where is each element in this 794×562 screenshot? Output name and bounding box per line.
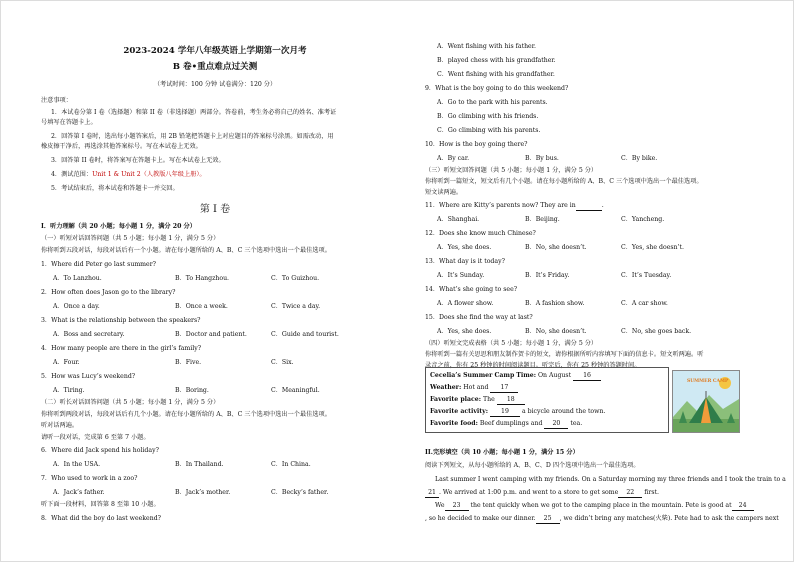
passage-line-2 [425,489,659,498]
card-text-food-tail: tea. [568,420,583,427]
answer-blank-11 [576,202,602,211]
q8-option-b: B．played chess with his grandfather. [437,57,556,64]
section-heading: 第 I 卷 [199,204,231,215]
exam-subtitle: B 卷•重点难点过关测 [172,62,258,72]
part2-heading: II.完形填空（共 10 小题；每小题 1 分，满分 15 分） [425,449,579,456]
q15-option-a: A．Yes, she does. [437,328,492,335]
note-1b: 号填写在答题卡上。 [41,119,97,126]
passage-line-3-pre: We [435,502,445,509]
sub2-instruction: 你将听到两段对话，每段对话后有几个小题。请在每小题所给的 A、B、C 三个选项中选出一个最佳选项。 [41,411,331,418]
sub3-instruction-2: 短文读两遍。 [425,189,463,196]
question-3: 3．What is the relationship between the speakers? [41,317,201,324]
q4-option-b: B．Five. [175,359,202,366]
question-8: 8．What did the boy do last weekend? [41,515,161,522]
q12-option-b: B．No, she doesn’t. [525,244,587,251]
q11-option-a: A．Shanghai. [437,216,480,223]
q12-option-c: C．Yes, she doesn’t. [621,244,684,251]
q3-option-c: C．Guide and tourist. [271,331,339,338]
illustration-caption: SUMMER CAMP [687,379,729,384]
q9-option-c: C．Go climbing with his parents. [437,127,541,134]
listen-instruction-2: 听下面一段材料，回答第 8 至第 10 小题。 [41,501,160,508]
passage-line-4 [425,515,779,524]
part2-instruction: 阅读下列短文，从每小题所给的 A、B、C、D 四个选项中选出一个最佳选项。 [425,462,640,469]
q15-option-b: B．No, she doesn’t. [525,328,587,335]
q6-option-a: A．In the USA. [53,461,101,468]
q6-option-c: C．In China. [271,461,311,468]
info-card [425,367,729,433]
answer-blank-16: 16 [573,372,601,381]
sub3-instruction: 你将听到一篇短文，短文后有几个小题。请在每小题所给的 A、B、C 三个选项中选出一个最佳选项。 [425,178,703,185]
note-2: 2．回答第 I 卷时，选出每小题答案后，用 2B 铅笔把答题卡上对应题目的答案标号涂黑。如需改动，用 [51,133,334,140]
q7-option-c: C．Becky’s father. [271,489,329,496]
q13-option-b: B．It’s Friday. [525,272,570,279]
passage-line-3-text: the tent quickly when we got to the camping place in the mountain. Pete is good at [468,502,732,509]
q8-option-c: C．Went fishing with his grandfather. [437,71,555,78]
exam-info: （考试时间：100 分钟 试卷满分：120 分） [153,81,277,88]
q3-option-a: A．Boss and secretary. [53,331,125,338]
q1-option-b: B．To Hangzhou. [175,275,230,282]
answer-blank-22: 22 [618,489,642,498]
q9-option-b: B．Go climbing with his friends. [437,113,539,120]
question-5: 5．How was Lucy’s weekend? [41,373,136,380]
q1-option-c: C．To Guizhou. [271,275,320,282]
q2-option-a: A．Once a day. [53,303,100,310]
question-14: 14．What’s she going to see? [425,286,518,293]
card-label-food: Favorite food: [430,420,478,427]
note-4-range: Unit 1 & Unit 2（人教版八年级上册）。 [92,171,206,178]
answer-blank-23: 23 [445,502,469,511]
question-2: 2．How often does Jason go to the library? [41,289,176,296]
card-line-food [430,420,582,429]
card-text-time: On August [536,372,572,379]
q14-option-a: A．A flower show. [437,300,494,307]
passage-line-3 [435,502,754,511]
note-3: 3．回答第 II 卷时，将答案写在答题卡上。写在本试卷上无效。 [51,157,225,164]
card-line-time [430,372,601,381]
note-5: 5．考试结束后，将本试卷和答题卡一并交回。 [51,185,179,192]
answer-blank-19: 19 [490,408,520,417]
answer-blank-24: 24 [732,502,754,511]
camping-illustration [672,370,740,433]
passage-line-4-tail: , we didn’t bring any matches(火柴). Pete had to ask the campers next [559,515,779,522]
q10-option-b: B．By bus. [525,155,559,162]
part1-heading: I．听力理解（共 20 小题；每小题 1 分，满分 20 分） [41,223,196,230]
q7-option-b: B．Jack’s mother. [175,489,231,496]
card-label-place: Favorite place: [430,396,482,403]
q7-option-a: A．Jack’s father. [53,489,105,496]
question-6: 6．Where did Jack spend his holiday? [41,447,159,454]
card-label-camp: Cecelia’s Summer Camp [430,372,515,379]
card-label-time: Time: [516,372,536,379]
q4-option-c: C．Six. [271,359,294,366]
sub4-heading: （四）听短文完成表格（共 5 小题；每小题 1 分，满分 5 分） [425,340,598,347]
q2-option-c: C．Twice a day. [271,303,321,310]
card-text-weather: Hot and [461,384,489,391]
note-4-prefix: 4．测试范围： [51,171,93,178]
card-label-weather: Weather: [430,384,462,391]
card-label-activity: Favorite activity: [430,408,489,415]
q5-option-a: A．Tiring. [53,387,85,394]
card-text-place: The [481,396,495,403]
sub1-heading: （一）听短对话回答问题（共 5 小题；每小题 1 分，满分 5 分） [41,235,220,242]
passage-line-2-tail: first. [642,489,659,496]
note-2b: 橡皮擦干净后，再选涂其他答案标号。写在本试卷上无效。 [41,143,202,150]
question-4: 4．How many people are there in the girl’s family? [41,345,202,352]
question-11-text: 11．Where are Kitty’s parents now? They are in [425,202,576,209]
exam-title: 2023-2024 学年八年级英语上学期第一次月考 [123,46,307,56]
q11-option-b: B．Beijing. [525,216,560,223]
q8-option-a: A．Went fishing with his father. [437,43,536,50]
answer-blank-17: 17 [490,384,518,393]
listen-instruction-1: 请听一段对话，完成第 6 至第 7 小题。 [41,434,150,441]
sub4-instruction-2: 录音之前，你有 25 秒钟的时间阅读题目。听完后，你有 25 秒钟的答题时间。 [425,362,641,369]
note-1: 1．本试卷分第 I 卷（选择题）和第 II 卷（非选择题）两部分。答卷前，考生务必将自己的姓名、准考证 [51,109,337,116]
passage-line-1: Last summer I went camping with my friends. On a Saturday morning my three friends and I took the train to a [435,476,786,483]
q3-option-b: B．Doctor and patient. [175,331,247,338]
question-15: 15．Does she find the way at last? [425,314,533,321]
question-7: 7．Who used to work in a zoo? [41,475,138,482]
passage-line-2-text: . We arrived at 1:00 p.m. and went to a store to get some [439,489,619,496]
q10-option-c: C．By bike. [621,155,658,162]
question-11: 11．Where are Kitty’s parents now? They are in . [425,202,604,209]
sub1-instruction: 你将听到五段对话，每段对话后有一个小题。请在每小题所给的 A、B、C 三个选项中选出一个最佳选项。 [41,247,331,254]
question-13: 13．What day is it today? [425,258,505,265]
q9-option-a: A．Go to the park with his parents. [437,99,548,106]
q5-option-c: C．Meaningful. [271,387,320,394]
sub2-heading: （二）听长对话回答问题（共 5 小题；每小题 1 分，满分 5 分） [41,399,220,406]
q15-option-c: C．No, she goes back. [621,328,692,335]
answer-blank-20: 20 [544,420,568,429]
q2-option-b: B．Once a week. [175,303,228,310]
q11-option-c: C．Yancheng. [621,216,665,223]
q1-option-a: A．To Lanzhou. [53,275,102,282]
q4-option-a: A．Four. [53,359,80,366]
card-line-activity [430,408,605,417]
q14-option-c: C．A car show. [621,300,668,307]
q13-option-c: C．It’s Tuesday. [621,272,672,279]
card-text-activity: a bicycle around the town. [519,408,606,415]
q14-option-b: B．A fashion show. [525,300,585,307]
card-line-weather [430,384,518,393]
question-12: 12．Does she know much Chinese? [425,230,536,237]
sub2-instruction-2: 听对话两遍。 [41,422,79,429]
question-1: 1．Where did Peter go last summer? [41,261,156,268]
question-10: 10．How is the boy going there? [425,141,528,148]
answer-blank-21: 21 [425,489,439,498]
q12-option-a: A．Yes, she does. [437,244,492,251]
sub4-instruction: 你将听到一篇有关思思和朋友制作贺卡的短文，请你根据所听内容填写下面的信息卡。短文听两遍。听 [425,351,704,358]
answer-blank-18: 18 [497,396,525,405]
q10-option-a: A．By car. [437,155,470,162]
card-text-food: Beef dumplings and [477,420,543,427]
question-9: 9．What is the boy going to do this weekend? [425,85,569,92]
sub3-heading: （三）听短文回答问题（共 5 小题；每小题 1 分，满分 5 分） [425,167,598,174]
passage-line-4-text: , so he decided to make our dinner. [425,515,536,522]
q5-option-b: B．Boring. [175,387,209,394]
answer-blank-25: 25 [536,515,560,524]
notes-label: 注意事项： [41,97,72,104]
q6-option-b: B．In Thailand. [175,461,224,468]
card-line-place [430,396,525,405]
note-4 [51,171,206,179]
q13-option-a: A．It’s Sunday. [437,272,485,279]
